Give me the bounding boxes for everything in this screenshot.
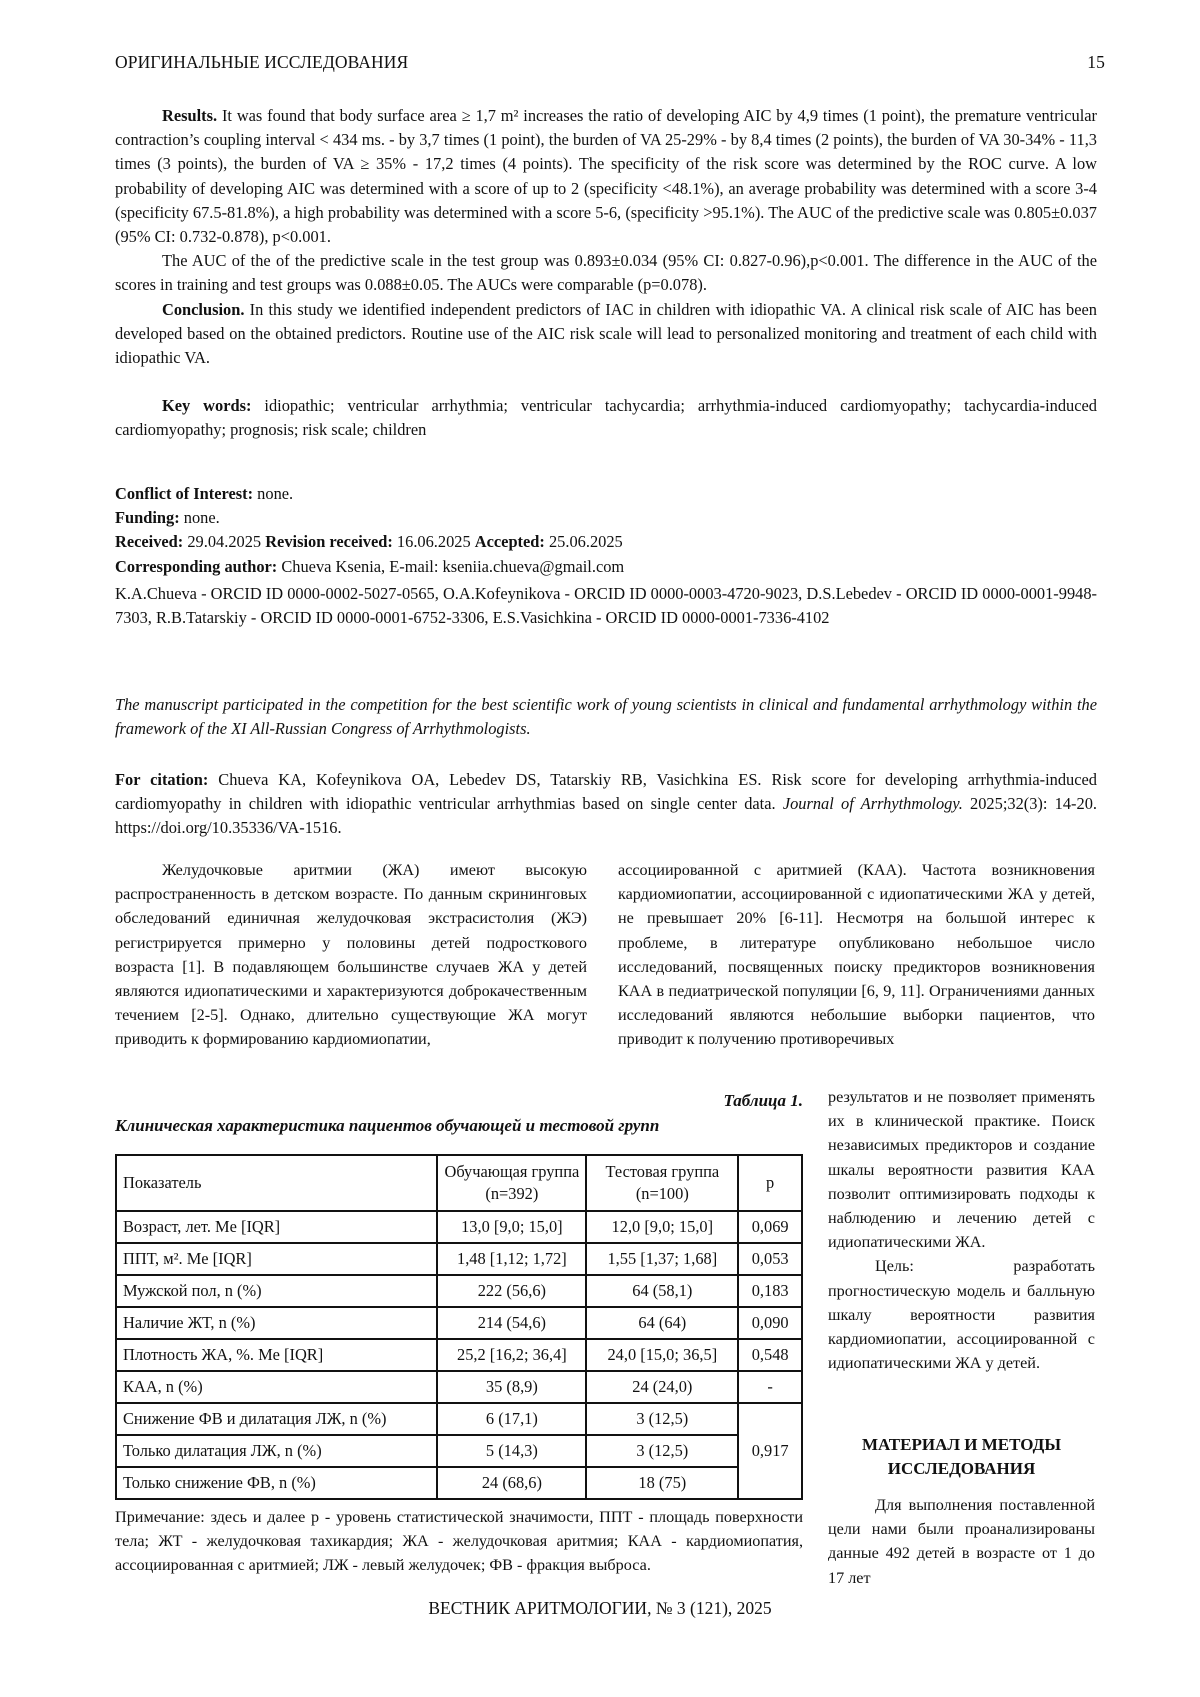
table-row: Снижение ФВ и дилатация ЛЖ, n (%) 6 (17,1) 3 (12,5) 0,917 xyxy=(116,1403,802,1435)
table-row: ППТ, м². Me [IQR] 1,48 [1,12; 1,72] 1,55 [1,37; 1,68] 0,053 xyxy=(116,1243,802,1275)
table-row: Наличие ЖТ, n (%) 214 (54,6) 64 (64) 0,090 xyxy=(116,1307,802,1339)
table-row: Мужской пол, n (%) 222 (56,6) 64 (58,1) 0,183 xyxy=(116,1275,802,1307)
table-row: Возраст, лет. Me [IQR] 13,0 [9,0; 15,0] 12,0 [9,0; 15,0] 0,069 xyxy=(116,1211,802,1243)
table-row: Только дилатация ЛЖ, n (%) 5 (14,3) 3 (12,5) xyxy=(116,1435,802,1467)
running-head xyxy=(115,52,1105,73)
body-left-intro: Желудочковые аритмии (ЖА) имеют высокую распространенность в детском возрасте. По данным скрининговых обследований единичная желудочковая экстрасистолия (ЖЭ) регистрируется примерно у половины детей подросткового возраста [1]. В подавляющем большинстве случаев ЖА у детей являются идиопатическими и характеризуются доброкачественным течением [2-5]. Однако, длительно существующие ЖА могут приводить к формированию кардиомиопатии, xyxy=(115,861,587,1049)
conclusion-label: Conclusion. xyxy=(162,299,245,319)
table-title: Клиническая характеристика пациентов обучающей и тестовой групп xyxy=(115,1116,660,1135)
corresponding-author: Corresponding author: Chueva Ksenia, E-mail: kseniia.chueva@gmail.com xyxy=(115,556,625,576)
abstract-keywords xyxy=(115,394,1097,442)
table-note: Примечание: здесь и далее p - уровень статистической значимости, ППТ - площадь поверхности тела; ЖТ - желудочковая тахикардия; ЖА - желудочковая аритмия; КАА - кардиомиопатия, ассоциированная с аритмией; ЛЖ - левый желудочек; ФВ - фракция выброса. xyxy=(115,1508,803,1575)
merged-p-value: 0,917 xyxy=(738,1403,802,1499)
body-right-bottom: Для выполнения поставленной цели нами были проанализированы данные 492 детей в возрасте от 1 до 17 лет xyxy=(828,1496,1095,1587)
abstract-test-group: The AUC of the of the predictive scale in the test group was 0.893±0.034 (95% CI: 0.827-0.96),p<0.001. The difference in the AUC of the scores in training and test groups was 0.088±0.05. The AUCs were comparable (p=0.078). xyxy=(115,251,1097,295)
header-test-group: Тестовая группа (n=100) xyxy=(586,1155,738,1211)
results-label: Results. xyxy=(162,106,218,125)
page-number: 15 xyxy=(1087,52,1105,72)
header-indicator: Показатель xyxy=(116,1155,437,1211)
abstract-conclusion xyxy=(115,298,1097,371)
abstract-results xyxy=(115,104,1097,249)
header-p: p xyxy=(738,1155,802,1211)
header-training-group: Обучающая группа (n=392) xyxy=(437,1155,586,1211)
table-row: КАА, n (%) 35 (8,9) 24 (24,0) - xyxy=(116,1371,802,1403)
conclusion-text: In this study we identified independent predictors of IAC in children with idiopathic VA. A clinical risk scale of AIC has been developed based on the obtained predictors. Routine use of the AIC risk scale will lead to personalized monitoring and treatment of each child with idiopathic VA. xyxy=(115,299,1097,368)
dates: Received: 29.04.2025 Revision received: 16.06.2025 Accepted: 25.06.2025 xyxy=(115,532,623,552)
clinical-characteristics-table xyxy=(115,1154,803,1500)
manuscript-note: The manuscript participated in the competition for the best scientific work of young scientists in clinical and fundamental arrhythmology within the framework of the XI All-Russian Congress of Arrhythmologists. xyxy=(115,695,1097,739)
journal-footer: ВЕСТНИК АРИТМОЛОГИИ, № 3 (121), 2025 xyxy=(428,1598,772,1618)
orcid-list: K.A.Chueva - ORCID ID 0000-0002-5027-0565, O.A.Kofeynikova - ORCID ID 0000-0003-4720-9023, D.S.Lebedev - ORCID ID 0000-0001-9948-7303, R.B.Tatarskiy - ORCID ID 0000-0001-6752-3306, E.S.Vasichkina - ORCID ID 0000-0001-7336-4102 xyxy=(115,584,1097,628)
conflict-of-interest: Conflict of Interest: none. xyxy=(115,484,294,503)
citation-journal: Journal of Arrhythmology. xyxy=(782,794,963,814)
citation-ref: 2025;32(3): 14-20. https://doi.org/10.35336/VA-1516. xyxy=(115,794,1097,838)
citation-text: Chueva KA, Kofeynikova OA, Lebedev DS, Tatarskiy RB, Vasichkina ES. Risk score for developing arrhythmia-induced cardiomyopathy in children with idiopathic ventricular arrhythmias based on single center data. xyxy=(115,770,1097,814)
body-right-narrow: результатов и не позволяет применять их в клинической практике. Поиск независимых предикторов и создание шкалы вероятности развития КАА позволит оптимизировать подходы к наблюдению и лечению детей с идиопатическими ЖА. Цель: разработать прогностическую модель и балльную шкалу вероятности развития кардиомиопатии, ассоциированной с идиопатическими ЖА у детей. xyxy=(828,1088,1095,1373)
table-header-row xyxy=(116,1155,802,1211)
citation-label: For citation: xyxy=(115,770,209,789)
table-label: Таблица 1. xyxy=(723,1091,803,1110)
citation xyxy=(115,768,1097,841)
table-row: Только снижение ФВ, n (%) 24 (68,6) 18 (75) xyxy=(116,1467,802,1499)
body-right-top: ассоциированной с аритмией (КАА). Частота возникновения кардиомиопатии, ассоциированной с идиопатическими ЖА у детей, не превышает 20% [6-11]. Несмотря на большой интерес к проблеме, в литературе опубликовано небольшое число исследований, посвященных поиску предикторов возникновения КАА в педиатрической популяции [6, 9, 11]. Ограничениями данных исследований являются небольшие выборки пациентов, что приводит к получению противоречивых xyxy=(618,861,1095,1049)
results-text: It was found that body surface area ≥ 1,7 m² increases the ratio of developing AIC by 4,9 times (1 point), the premature ventricular contraction’s coupling interval < 434 ms. - by 3,7 times (1 point), the burden of VA 25-29% - by 8,4 times (2 points), the burden of VA 30-34% - 11,3 times (3 points), the burden of VA ≥ 35% - 17,2 times (4 points). The specificity of the risk score was determined by the ROC curve. A low probability of developing AIC was determined with a score of up to 2 (specificity <48.1%), an average probability was determined with a score 3-4 (specificity 67.5-81.8%), a high probability was determined with a score 5-6, (specificity >95.1%). The AUC of the predictive scale was 0.805±0.037 (95% CI: 0.732-0.878), p<0.001. xyxy=(115,106,1097,247)
funding: Funding: none. xyxy=(115,508,220,528)
keywords-label: Key words: xyxy=(162,396,252,416)
keywords-text: idiopathic; ventricular arrhythmia; ventricular tachycardia; arrhythmia-induced cardiomyopathy; tachycardia-induced cardiomyopathy; prognosis; risk scale; children xyxy=(115,396,1097,440)
table-row: Плотность ЖА, %. Me [IQR] 25,2 [16,2; 36,4] 24,0 [15,0; 36,5] 0,548 xyxy=(116,1339,802,1371)
section-heading-methods: МАТЕРИАЛ И МЕТОДЫ ИССЛЕДОВАНИЯ xyxy=(861,1435,1062,1478)
abstract xyxy=(115,104,1097,443)
article-meta xyxy=(115,482,1097,579)
section-title: ОРИГИНАЛЬНЫЕ ИССЛЕДОВАНИЯ xyxy=(115,52,409,72)
